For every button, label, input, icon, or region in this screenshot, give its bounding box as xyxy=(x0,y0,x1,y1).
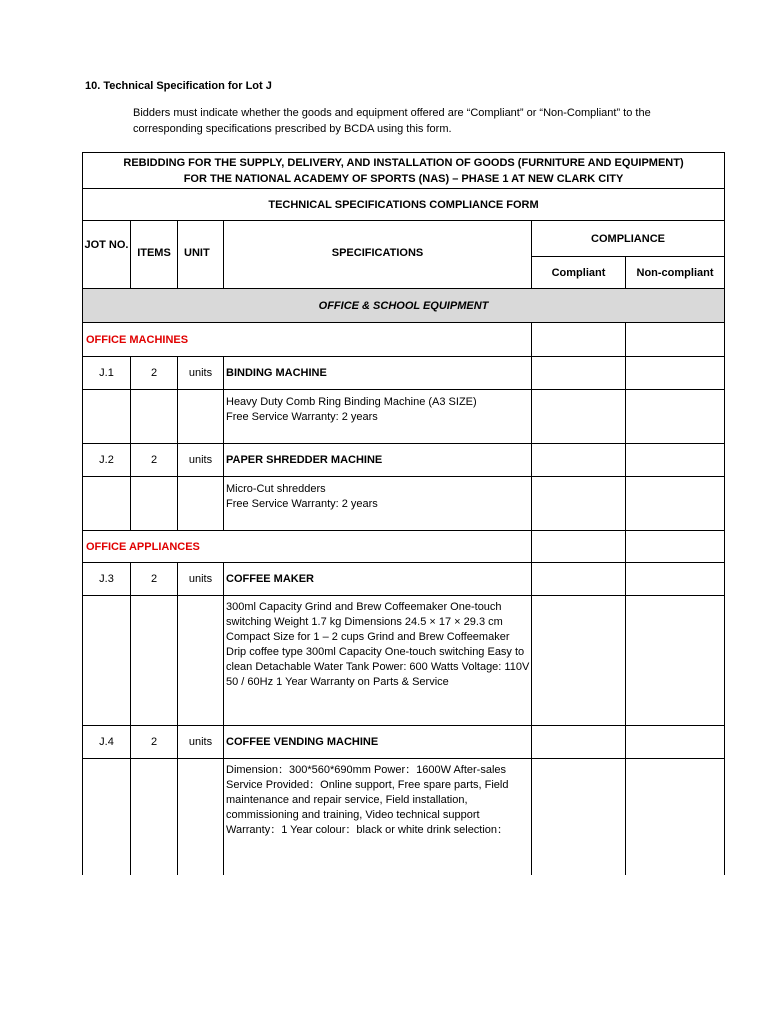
category-office-appliances: OFFICE APPLIANCES xyxy=(83,531,532,563)
item-qty: 2 xyxy=(131,726,178,759)
non-compliant-cell[interactable] xyxy=(626,596,725,726)
spec-line: Heavy Duty Comb Ring Binding Machine (A3 SIZE) xyxy=(226,396,477,408)
compliant-cell[interactable] xyxy=(532,759,626,875)
spec-line: Free Service Warranty: 2 years xyxy=(226,411,378,423)
compliant-cell[interactable] xyxy=(532,563,626,596)
non-compliant-cell[interactable] xyxy=(626,531,725,563)
non-compliant-cell[interactable] xyxy=(626,357,725,390)
header-items: ITEMS xyxy=(131,221,178,289)
jot-no: J.4 xyxy=(83,726,131,759)
table-title-line2: FOR THE NATIONAL ACADEMY OF SPORTS (NAS) – PHASE 1 AT NEW CLARK CITY xyxy=(183,173,624,185)
header-compliant: Compliant xyxy=(532,257,626,289)
item-qty: 2 xyxy=(131,563,178,596)
compliant-cell[interactable] xyxy=(532,477,626,531)
section-heading: 10. Technical Specification for Lot J xyxy=(85,80,272,92)
non-compliant-cell[interactable] xyxy=(626,477,725,531)
spec-line: Dimension：300*560*690mm Power：1600W After-sales Service Provided：Online support, Free spare parts, Field maintenance and repair service, Field installation, commissioning and training, Video technical support xyxy=(226,764,509,821)
non-compliant-cell[interactable] xyxy=(626,563,725,596)
non-compliant-cell[interactable] xyxy=(626,323,725,357)
item-qty: 2 xyxy=(131,444,178,477)
spec-line: Free Service Warranty: 2 years xyxy=(226,498,378,510)
category-office-machines: OFFICE MACHINES xyxy=(83,323,532,357)
item-name: BINDING MACHINE xyxy=(224,357,532,390)
non-compliant-cell[interactable] xyxy=(626,759,725,875)
table-title-line1: REBIDDING FOR THE SUPPLY, DELIVERY, AND INSTALLATION OF GOODS (FURNITURE AND EQUIPMENT) xyxy=(123,157,684,169)
intro-paragraph: Bidders must indicate whether the goods and equipment offered are “Compliant” or “Non-Compliant” to the corresponding specifications prescribed by BCDA using this form. xyxy=(133,107,651,135)
jot-no: J.2 xyxy=(83,444,131,477)
spec-line: 300ml Capacity Grind and Brew Coffeemaker One-touch switching Weight 1.7 kg Dimensions 24.5 × 17 × 29.3 cm Compact Size for 1 – 2 cups Grind and Brew Coffeemaker Drip coffee type 300ml Capacity One-touch switching Easy to clean Detachable Water Tank Power: 600 Watts Voltage: 110V 50 / 60Hz 1 Year Warranty on Parts & Service xyxy=(226,601,530,688)
compliant-cell[interactable] xyxy=(532,323,626,357)
jot-no: J.3 xyxy=(83,563,131,596)
compliant-cell[interactable] xyxy=(532,596,626,726)
header-compliance: COMPLIANCE xyxy=(532,221,725,257)
compliant-cell[interactable] xyxy=(532,357,626,390)
item-unit: units xyxy=(178,726,224,759)
header-jot-no: JOT NO. xyxy=(83,221,131,289)
compliant-cell[interactable] xyxy=(532,444,626,477)
item-name: COFFEE VENDING MACHINE xyxy=(224,726,532,759)
item-name: COFFEE MAKER xyxy=(224,563,532,596)
item-unit: units xyxy=(178,563,224,596)
compliant-cell[interactable] xyxy=(532,531,626,563)
compliance-table xyxy=(82,152,725,875)
item-qty: 2 xyxy=(131,357,178,390)
item-name: PAPER SHREDDER MACHINE xyxy=(224,444,532,477)
header-unit: UNIT xyxy=(178,221,224,289)
header-non-compliant: Non-compliant xyxy=(626,257,725,289)
item-unit: units xyxy=(178,444,224,477)
compliant-cell[interactable] xyxy=(532,726,626,759)
non-compliant-cell[interactable] xyxy=(626,390,725,444)
header-specifications: SPECIFICATIONS xyxy=(224,221,532,289)
non-compliant-cell[interactable] xyxy=(626,726,725,759)
form-title: TECHNICAL SPECIFICATIONS COMPLIANCE FORM xyxy=(83,189,725,221)
jot-no: J.1 xyxy=(83,357,131,390)
section-row-office-school-equipment: OFFICE & SCHOOL EQUIPMENT xyxy=(83,289,725,323)
non-compliant-cell[interactable] xyxy=(626,444,725,477)
spec-line: Micro-Cut shredders xyxy=(226,483,326,495)
spec-line: Warranty：1 Year colour：black or white drink selection： xyxy=(226,824,509,836)
item-unit: units xyxy=(178,357,224,390)
table-title xyxy=(83,153,725,189)
compliant-cell[interactable] xyxy=(532,390,626,444)
